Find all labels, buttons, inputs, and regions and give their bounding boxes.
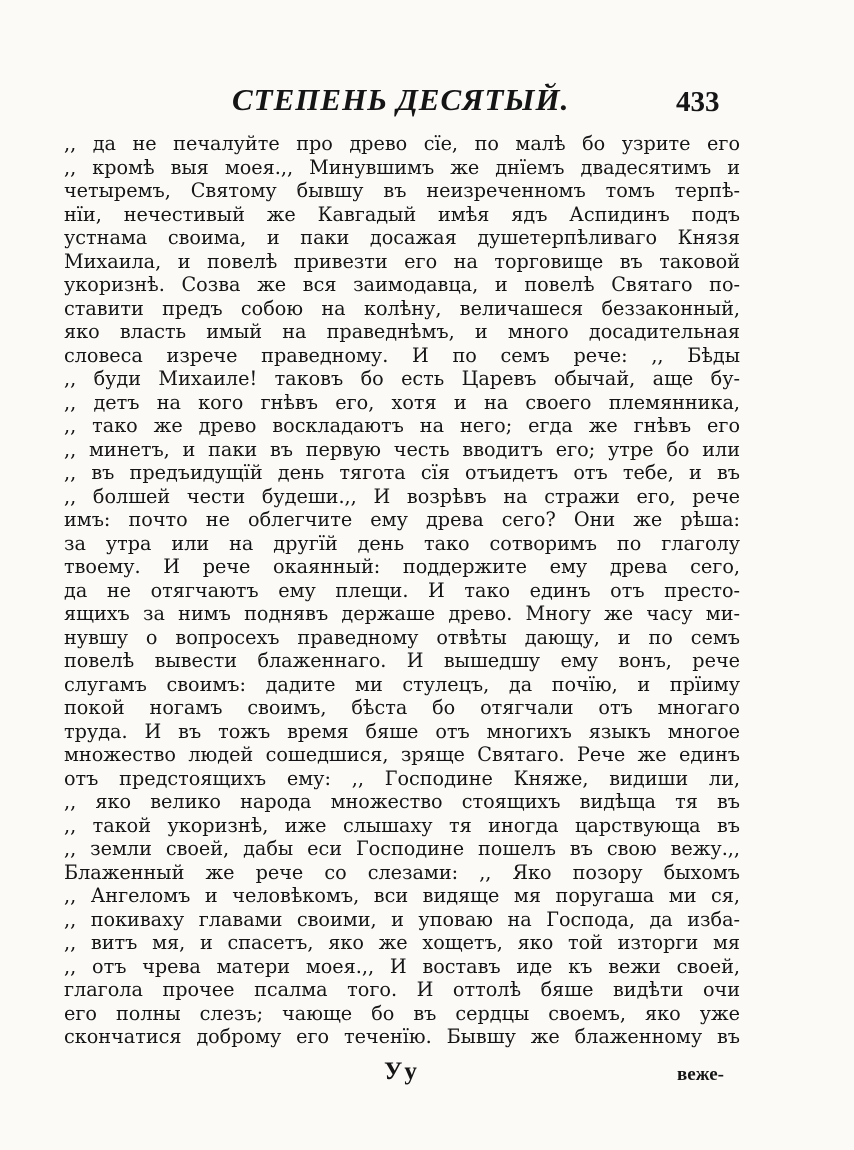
text-line: покой ногамъ своимъ, бѣста бо отягчали отъ многаго: [64, 696, 740, 719]
text-line: ставити предъ собою на колѣну, величашеся беззаконный,: [64, 296, 740, 320]
text-line: яко власть имый на праведнѣмъ, и много досадительная: [64, 320, 740, 343]
text-line: слугамъ своимъ: дадите ми стулецъ, да почїю, и прїиму: [64, 672, 740, 696]
text-line: словеса изрече праведному. И по семъ рече: ,, Бѣды: [64, 343, 740, 367]
text-line: устнама своима, и паки досажая душетерпѣливаго Князя: [64, 226, 740, 249]
text-line: нїи, нечестивый же Кавгадый имѣя ядъ Аспидинъ подъ: [64, 202, 740, 226]
text-line: Михаила, и повелѣ привезти его на торговище въ таковой: [64, 249, 740, 273]
text-line: ,, болшей чести будеши.,, И возрѣвъ на стражи его, рече: [64, 484, 740, 508]
text-line: за утра или на другїй день тако сотворимъ по глаголу: [64, 531, 740, 555]
text-line: ,, витъ мя, и спасетъ, яко же хощетъ, яко той изторги мя: [64, 931, 740, 954]
running-head: СТЕПЕНЬ ДЕСЯТЫЙ.: [232, 82, 570, 117]
text-line: ящихъ за нимъ поднявъ держаше древо. Многу же часу ми-: [64, 602, 740, 625]
text-line: четыремъ, Святому бывшу въ неизреченномъ томъ терпѣ-: [64, 179, 740, 202]
text-line: имъ: почто не облегчите ему древа сего? Они же рѣша:: [64, 508, 740, 531]
text-line: ,, въ предъидущїй день тягота сїя отъидетъ отъ тебе, и въ: [64, 461, 740, 484]
text-line: глагола прочее псалма того. И оттолѣ бяше видѣти очи: [64, 978, 740, 1001]
text-line: ,, отъ чрева матери моея.,, И воставъ иде къ вежи своей,: [64, 954, 740, 978]
text-line: повелѣ вывести блаженнаго. И вышедшу ему вонъ, рече: [64, 649, 740, 672]
text-line: нувшу о вопросехъ праведному отвѣты дающу, и по семъ: [64, 625, 740, 649]
text-line: ,, земли своей, дабы еси Господине пошелъ въ свою вежу.,,: [64, 837, 740, 860]
text-line: да не отягчаютъ ему плещи. И тако единъ отъ престо-: [64, 578, 740, 602]
text-line: ,, покиваху главами своими, и уповаю на Господа, да изба-: [64, 907, 740, 931]
text-line: укоризнѣ. Созва же вся заимодавца, и повелѣ Святаго по-: [64, 273, 740, 296]
page-number: 433: [676, 86, 720, 118]
text-line: ,, детъ на кого гнѣвъ его, хотя и на своего племянника,: [64, 390, 740, 414]
text-line: ,, буди Михаиле! таковъ бо есть Царевъ обычай, аще бу-: [64, 367, 740, 390]
catchword: веже-: [677, 1064, 724, 1085]
signature-mark: Уу: [384, 1058, 419, 1085]
text-line: его полны слезъ; чающе бо въ сердцы своемъ, яко уже: [64, 1001, 740, 1025]
text-line: труда. И въ тожъ время бяше отъ многихъ языкъ многое: [64, 719, 740, 743]
text-line: отъ предстоящихъ ему: ,, Господине Княже, видиши ли,: [64, 766, 740, 790]
text-line: ,, тако же древо воскладаютъ на него; егда же гнѣвъ его: [64, 414, 740, 437]
text-line: ,, такой укоризнѣ, иже слышаху тя иногда царствующа въ: [64, 813, 740, 837]
text-line: твоему. И рече окаянный: поддержите ему древа сего,: [64, 555, 740, 578]
text-line: ,, яко велико народа множество стоящихъ видѣща тя въ: [64, 790, 740, 813]
text-line: ,, кромѣ выя моея.,, Минувшимъ же днїемъ двадесятимъ и: [64, 155, 740, 179]
text-line: множество людей сошедшися, зряще Святаго. Рече же единъ: [64, 743, 740, 766]
body-text: [64, 132, 740, 1049]
text-line: ,, да не печалуйте про древо сїе, по малѣ бо узрите его: [64, 132, 740, 155]
text-line: ,, минетъ, и паки въ первую честь вводитъ его; утре бо или: [64, 437, 740, 461]
text-line: ,, Ангеломъ и человѣкомъ, вси видяще мя поругаша ми ся,: [64, 884, 740, 907]
text-line: скончатися доброму его теченїю. Бывшу же блаженному въ: [64, 1025, 740, 1048]
text-line: Блаженный же рече со слезами: ,, Яко позору быхомъ: [64, 860, 740, 884]
